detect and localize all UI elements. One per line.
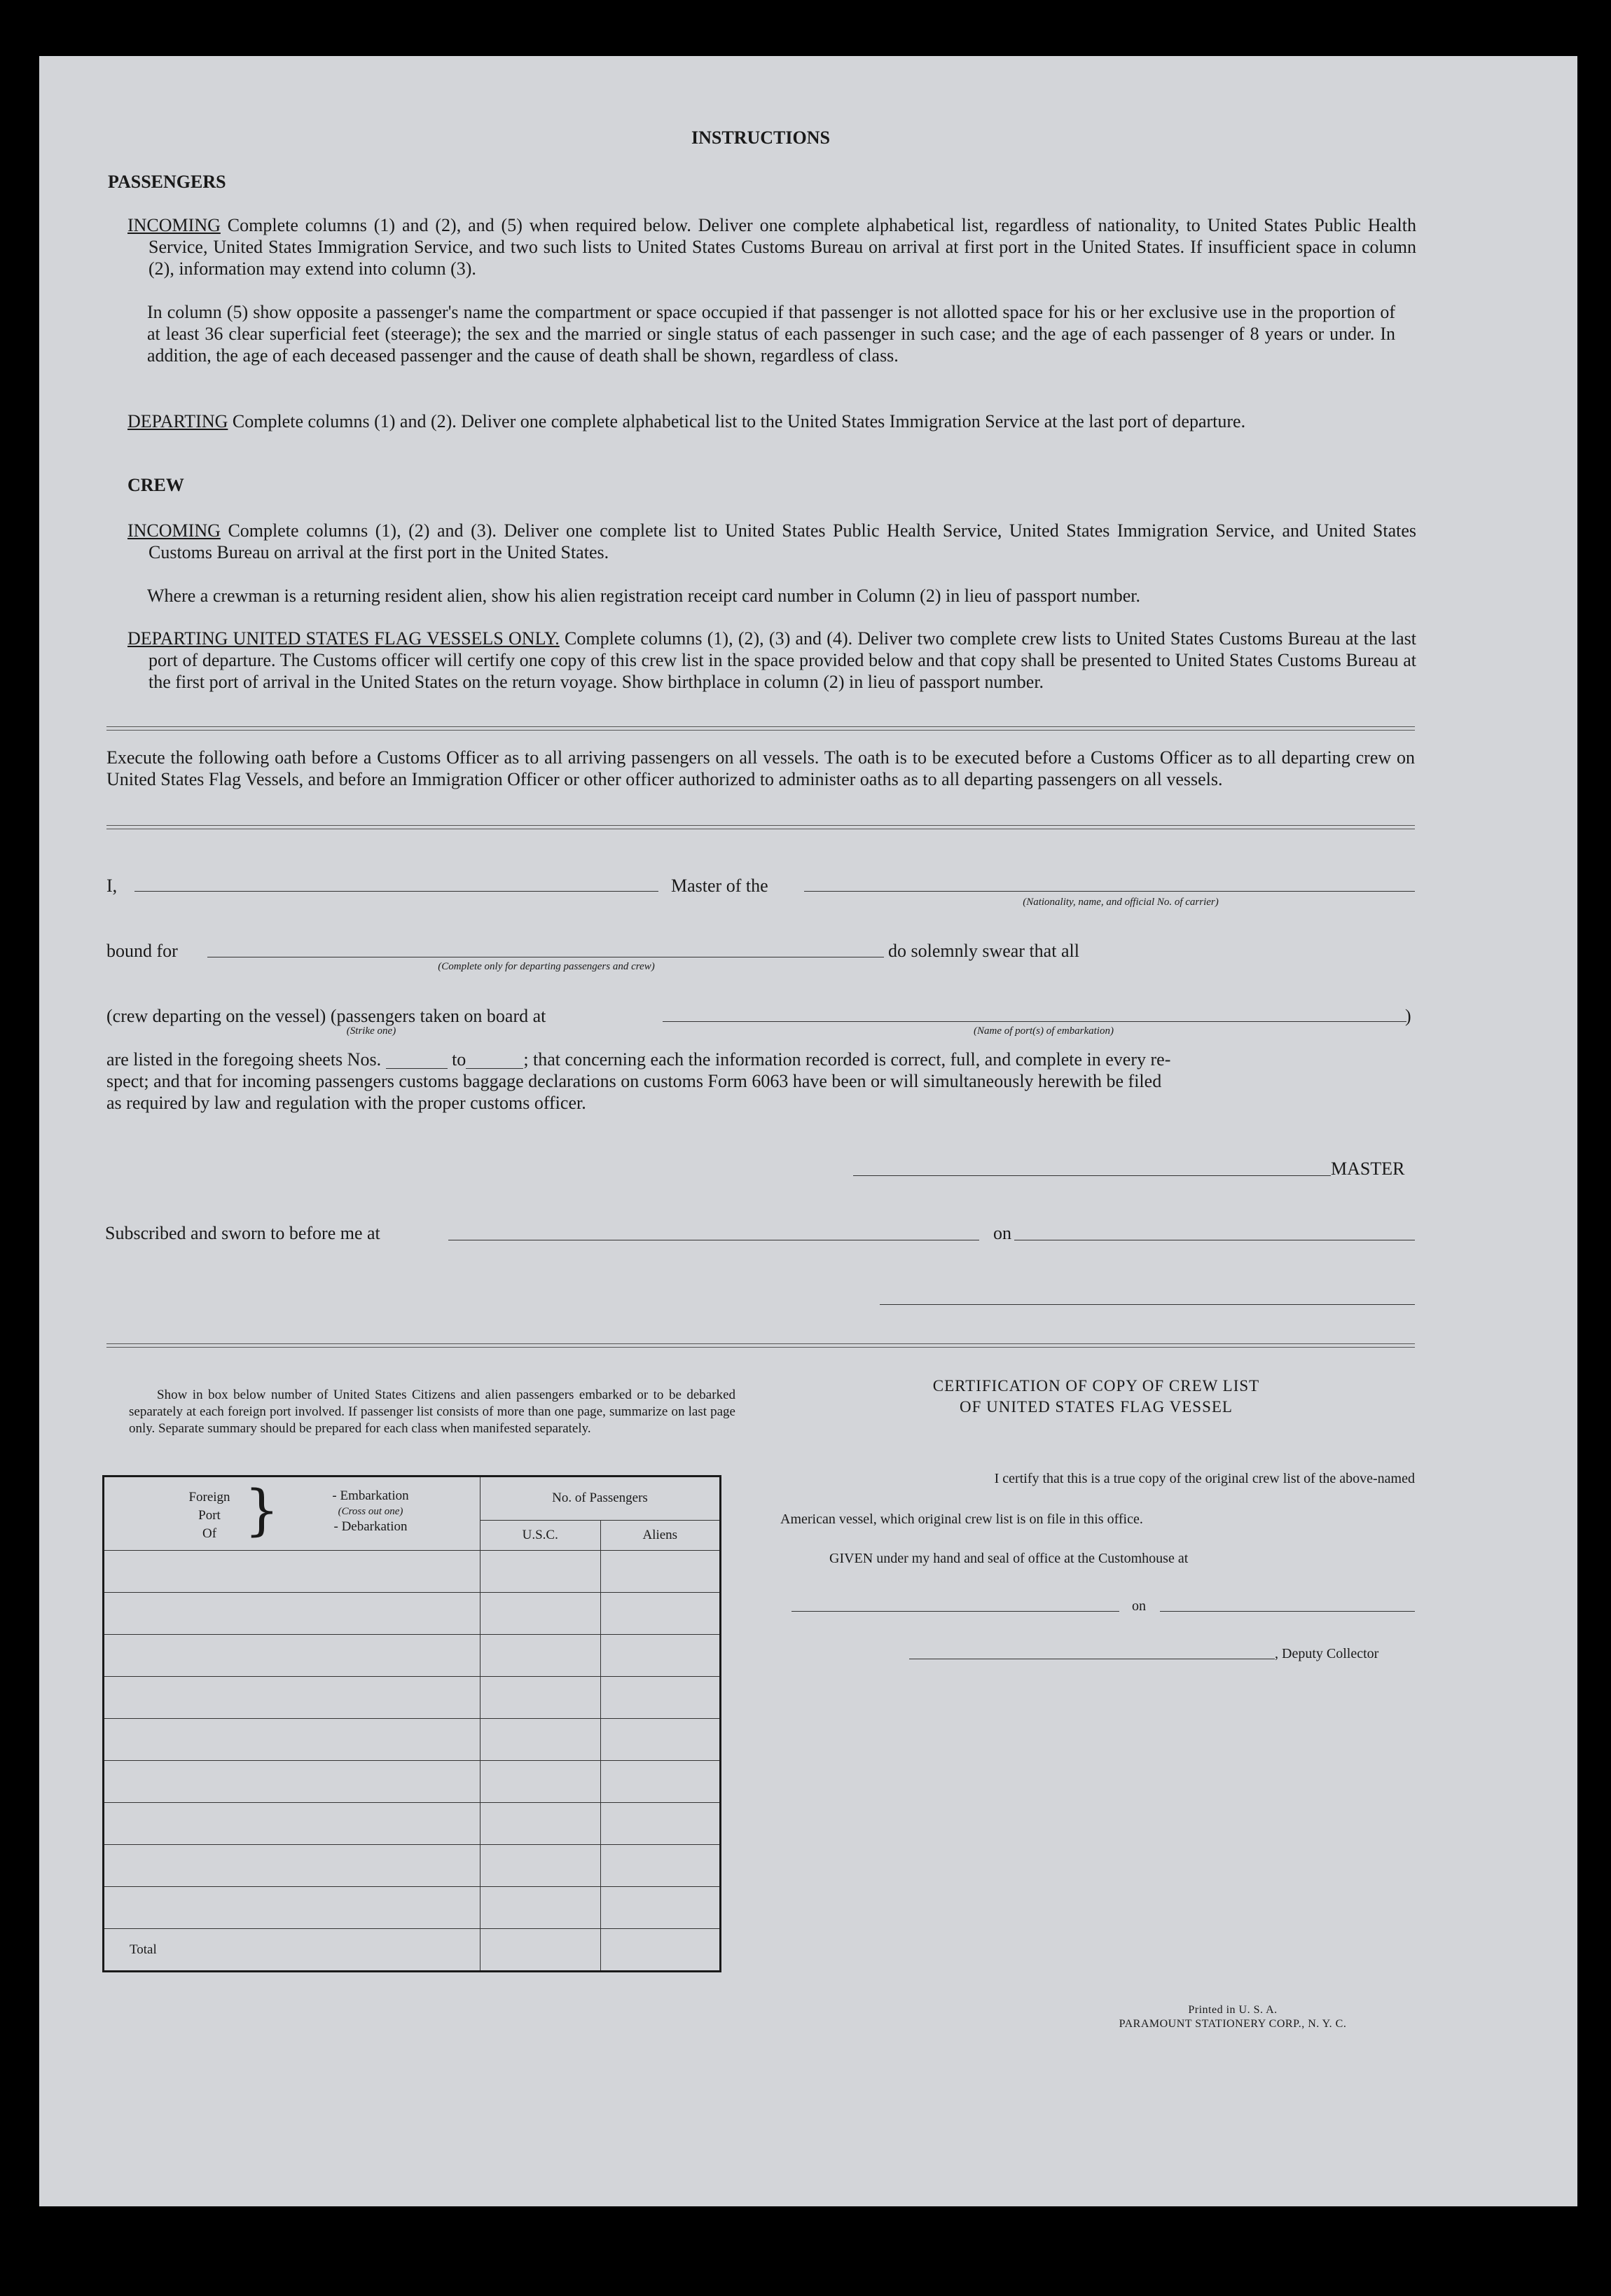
aliens-cell[interactable]: [600, 1887, 721, 1929]
page-title: INSTRUCTIONS: [691, 127, 830, 148]
aliens-header: Aliens: [600, 1520, 721, 1550]
usc-cell[interactable]: [480, 1761, 600, 1803]
port-cell[interactable]: [104, 1719, 480, 1761]
section-divider: [106, 726, 1415, 731]
table-row: [104, 1845, 721, 1887]
passengers-incoming-paragraph: [127, 214, 1416, 279]
subscribed-on-label: on: [993, 1223, 1011, 1243]
crew-incoming-text: Complete columns (1), (2) and (3). Deliver one complete list to United States Public Health Service, United States Immigration Service, and United States Customs Bureau on arrival at the first port in the United States.: [148, 520, 1416, 562]
passengers-heading: PASSENGERS: [108, 172, 226, 192]
port-cell[interactable]: [104, 1635, 480, 1677]
crew-incoming-label: INCOMING: [127, 520, 221, 541]
oath-close-paren: ): [1405, 1006, 1411, 1026]
aliens-cell[interactable]: [600, 1593, 721, 1635]
listed-pre: are listed in the foregoing sheets Nos.: [106, 1049, 382, 1070]
total-row: [104, 1929, 721, 1972]
oath-listed-line1: [106, 1049, 1170, 1070]
aliens-total-cell[interactable]: [600, 1929, 721, 1972]
oath-listed-line3: as required by law and regulation with the proper customs officer.: [106, 1093, 586, 1113]
printed-in-usa: Printed in U. S. A.: [1188, 2004, 1278, 2016]
total-label-cell: [104, 1929, 480, 1972]
aliens-cell[interactable]: [600, 1761, 721, 1803]
master-signature-line[interactable]: [853, 1175, 1331, 1176]
passengers-departing-text: Complete columns (1) and (2). Deliver one complete alphabetical list to the United States Immigration Service at the last port of departure.: [228, 411, 1246, 431]
crew-departing-paragraph: [127, 628, 1416, 693]
usc-cell[interactable]: [480, 1803, 600, 1845]
table-row: [104, 1551, 721, 1593]
certification-date-line[interactable]: [1160, 1611, 1415, 1612]
oath-instructions: Execute the following oath before a Customs Officer as to all arriving passengers on all vessels. The oath is to be executed before a Customs Officer as to all departing crew on United States Flag Vessels, and before an Immigration Officer or other officer authorized to administer oaths as to all departing passengers on all vessels.: [106, 747, 1415, 789]
port-cell[interactable]: [104, 1677, 480, 1719]
passenger-summary-table: [102, 1475, 721, 1972]
section-divider: [106, 825, 1415, 829]
crew-heading: CREW: [127, 475, 184, 495]
oath-bound-for: bound for: [106, 941, 178, 961]
carrier-caption: (Nationality, name, and official No. of carrier): [1023, 897, 1219, 908]
strike-caption: (Strike one): [346, 1025, 396, 1037]
section-divider: [106, 1343, 1415, 1348]
table-row: [104, 1635, 721, 1677]
port-cell[interactable]: [104, 1845, 480, 1887]
total-label: Total: [130, 1942, 157, 1957]
usc-cell[interactable]: [480, 1719, 600, 1761]
usc-cell[interactable]: [480, 1677, 600, 1719]
port-cell[interactable]: [104, 1761, 480, 1803]
table-row: [104, 1761, 721, 1803]
certification-title-line1: CERTIFICATION OF COPY OF CREW LIST: [932, 1377, 1260, 1395]
subscribed-label: Subscribed and sworn to before me at: [105, 1223, 380, 1243]
carrier-line[interactable]: [804, 891, 1415, 892]
oath-listed-line2: spect; and that for incoming passengers customs baggage declarations on customs Form 6063 have been or will simultaneously herewith be filed: [106, 1071, 1162, 1091]
usc-cell[interactable]: [480, 1551, 600, 1593]
debarkation-label: - Debarkation: [333, 1519, 408, 1534]
listed-rest1: ; that concerning each the information recorded is correct, full, and complete in every re-: [523, 1049, 1171, 1070]
crew-incoming-paragraph: [127, 520, 1416, 563]
aliens-cell[interactable]: [600, 1551, 721, 1593]
table-row: [104, 1677, 721, 1719]
officer-signature-line[interactable]: [880, 1304, 1415, 1305]
certification-title-line2: OF UNITED STATES FLAG VESSEL: [960, 1398, 1233, 1416]
usc-cell[interactable]: [480, 1635, 600, 1677]
port-header-cell: [104, 1477, 480, 1551]
port-cell[interactable]: [104, 1593, 480, 1635]
foreign-label: Foreign: [188, 1490, 230, 1505]
aliens-cell[interactable]: [600, 1635, 721, 1677]
passengers-departing-label: DEPARTING: [127, 411, 228, 431]
embarkation-caption: (Name of port(s) of embarkation): [974, 1025, 1114, 1037]
master-name-line[interactable]: [134, 891, 658, 892]
summary-note: Show in box below number of United States Citizens and alien passengers embarked or to be debarked separately at each foreign port involved. If passenger list consists of more than one page, summarize on last page only. Separate summary should be prepared for each class when manifested separately.: [129, 1388, 735, 1436]
passengers-incoming-label: INCOMING: [127, 215, 221, 235]
oath-swear: do solemnly swear that all: [888, 941, 1079, 961]
customhouse-line[interactable]: [791, 1611, 1119, 1612]
certification-on-label: on: [1132, 1598, 1146, 1614]
certification-title: [841, 1376, 1352, 1418]
listed-to: to: [452, 1049, 466, 1070]
port-cell[interactable]: [104, 1551, 480, 1593]
aliens-cell[interactable]: [600, 1677, 721, 1719]
oath-master-of-the: Master of the: [671, 876, 768, 896]
usc-cell[interactable]: [480, 1845, 600, 1887]
embarkation-label: - Embarkation: [332, 1488, 409, 1503]
cross-out-label: (Cross out one): [338, 1506, 403, 1517]
usc-total-cell[interactable]: [480, 1929, 600, 1972]
usc-cell[interactable]: [480, 1887, 600, 1929]
crew-resident-paragraph: Where a crewman is a returning resident alien, show his alien registration receipt card number in Column (2) in lieu of passport number.: [147, 586, 1141, 606]
oath-crew-departing: (crew departing on the vessel) (passengers taken on board at: [106, 1006, 546, 1026]
usc-cell[interactable]: [480, 1593, 600, 1635]
aliens-cell[interactable]: [600, 1845, 721, 1887]
sheet-to-field[interactable]: [466, 1054, 523, 1069]
embarkation-port-line[interactable]: [663, 1021, 1406, 1022]
passengers-incoming-text: Complete columns (1) and (2), and (5) when required below. Deliver one complete alphabetical list, regardless of nationality, to United States Public Health Service, United States Immigration Service, and two such lists to United States Customs Bureau on arrival at first port in the United States. If insufficient space in column (2), information may extend into column (3).: [148, 215, 1416, 279]
of-label: Of: [202, 1526, 217, 1541]
printer-imprint: [1072, 2003, 1394, 2031]
table-row: [104, 1887, 721, 1929]
certification-line2: American vessel, which original crew list is on file in this office.: [780, 1512, 1143, 1527]
crew-departing-label: DEPARTING UNITED STATES FLAG VESSELS ONLY.: [127, 628, 560, 649]
port-cell[interactable]: [104, 1803, 480, 1845]
passengers-departing-paragraph: [127, 410, 1416, 432]
no-of-passengers-header: No. of Passengers: [480, 1477, 721, 1521]
usc-header: U.S.C.: [480, 1520, 600, 1550]
master-label: MASTER: [1331, 1159, 1405, 1179]
port-label: Port: [198, 1508, 221, 1523]
brace-glyph: }: [244, 1479, 279, 1542]
aliens-cell[interactable]: [600, 1803, 721, 1845]
passengers-column5-paragraph: In column (5) show opposite a passenger's name the compartment or space occupied if that passenger is not allotted space for his or her exclusive use in the proportion of at least 36 clear superficial feet (steerage); the sex and the married or single status of each passenger in such case; and the age of each passenger of 8 years or under. In addition, the age of each deceased passenger and the cause of death shall be shown, regardless of class.: [147, 302, 1395, 366]
port-cell[interactable]: [104, 1887, 480, 1929]
table-row: [104, 1593, 721, 1635]
crew-departing-text: Complete columns (1), (2), (3) and (4). Deliver two complete crew lists to United States Customs Bureau at the last port of departure. The Customs officer will certify one copy of this crew list in the space provided below and that copy shall be presented to United States Customs Bureau at the first port of arrival in the United States on the return voyage. Show birthplace in column (2) in lieu of passport number.: [148, 628, 1416, 692]
table-row: [104, 1803, 721, 1845]
aliens-cell[interactable]: [600, 1719, 721, 1761]
deputy-collector-label: , Deputy Collector: [1275, 1646, 1379, 1661]
bound-for-caption: (Complete only for departing passengers and crew): [438, 961, 655, 972]
table-row: [104, 1719, 721, 1761]
sheet-from-field[interactable]: [386, 1054, 448, 1069]
oath-i-label: I,: [106, 876, 118, 896]
printer-name: PARAMOUNT STATIONERY CORP., N. Y. C.: [1119, 2018, 1347, 2030]
certification-line3: GIVEN under my hand and seal of office at the Customhouse at: [829, 1551, 1189, 1566]
certification-line1: I certify that this is a true copy of the original crew list of the above-named: [994, 1471, 1415, 1486]
